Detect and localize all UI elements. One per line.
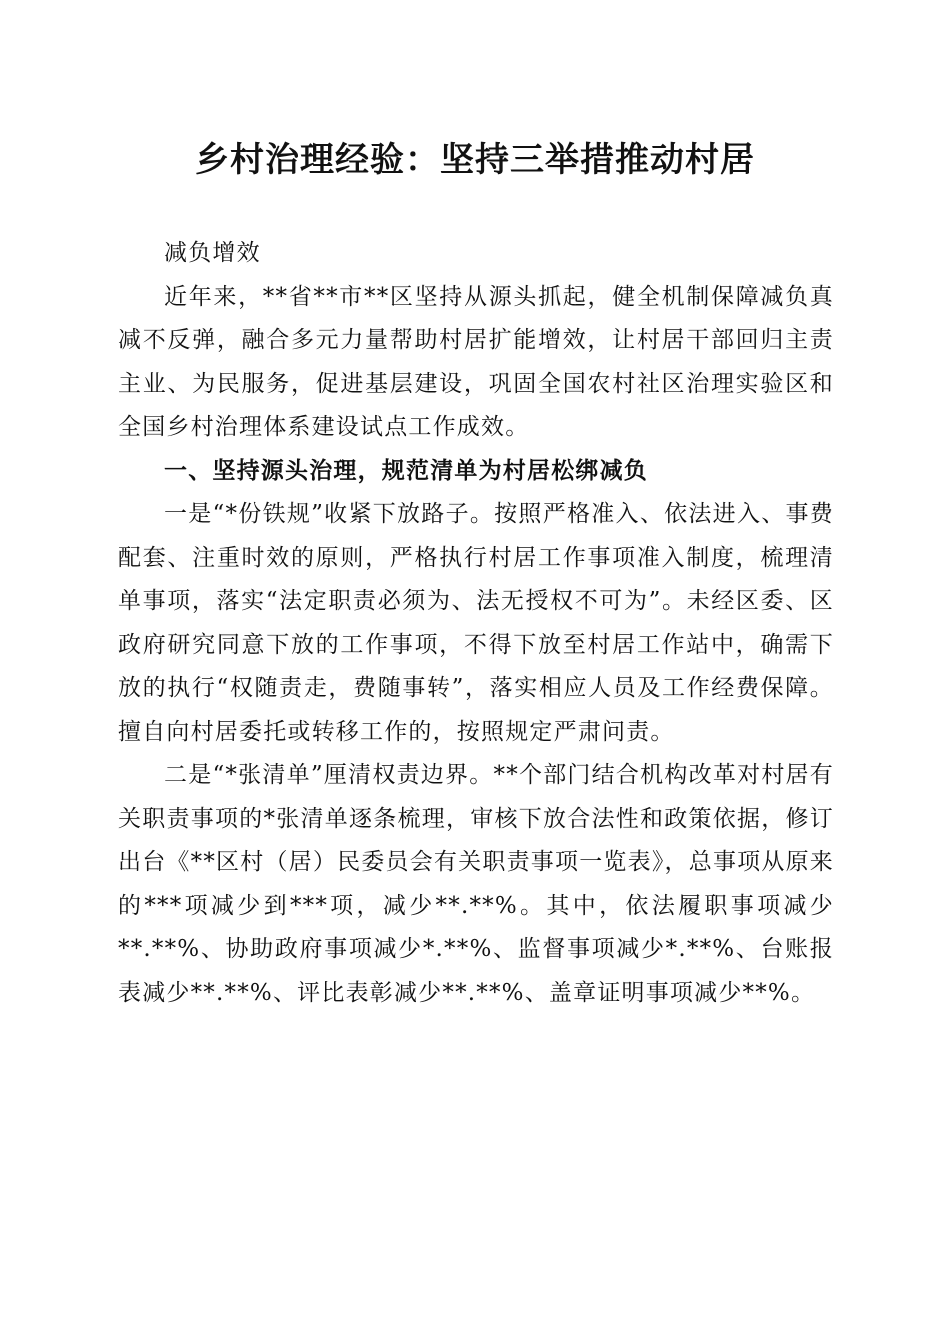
item-paragraph-1: 一是“*份铁规”收紧下放路子。按照严格准入、依法进入、事费配套、注重时效的原则，严格执行村居工作事项准入制度，梳理清单事项，落实“法定职责必须为、法无授权不可为”。未经区委、区政府研究同意下放的工作事项，不得下放至村居工作站中，确需下放的执行“权随责走，费随事转”，落实相应人员及工作经费保障。擅自向村居委托或转移工作的，按照规定严肃问责。 [118,501,834,745]
subtitle-line: 减负增效 [164,240,261,266]
section-heading: 一、坚持源头治理，规范清单为村居松绑减负 [164,457,648,484]
document-title: 乡村治理经验：坚持三举措推动村居 [195,140,755,180]
item-paragraph-2: 二是“*张清单”厘清权责边界。**个部门结合机构改革对村居有关职责事项的*张清单逐条梳理，审核下放合法性和政策依据，修订出台《**区村（居）民委员会有关职责事项一览表》，总事项从原来的***项减少到***项，减少**.**%。其中，依法履职事项减少**.**%、协助政府事项减少*.**%、监督事项减少*.**%、台账报表减少**.**%、评比表彰减少**.**%、盖章证明事项减少**%。 [118,762,834,1006]
document-body [118,232,834,1015]
intro-paragraph: 近年来，**省**市**区坚持从源头抓起，健全机制保障减负真减不反弹，融合多元力量帮助村居扩能增效，让村居干部回归主责主业、为民服务，促进基层建设，巩固全国农村社区治理实验区和全国乡村治理体系建设试点工作成效。 [118,283,834,440]
